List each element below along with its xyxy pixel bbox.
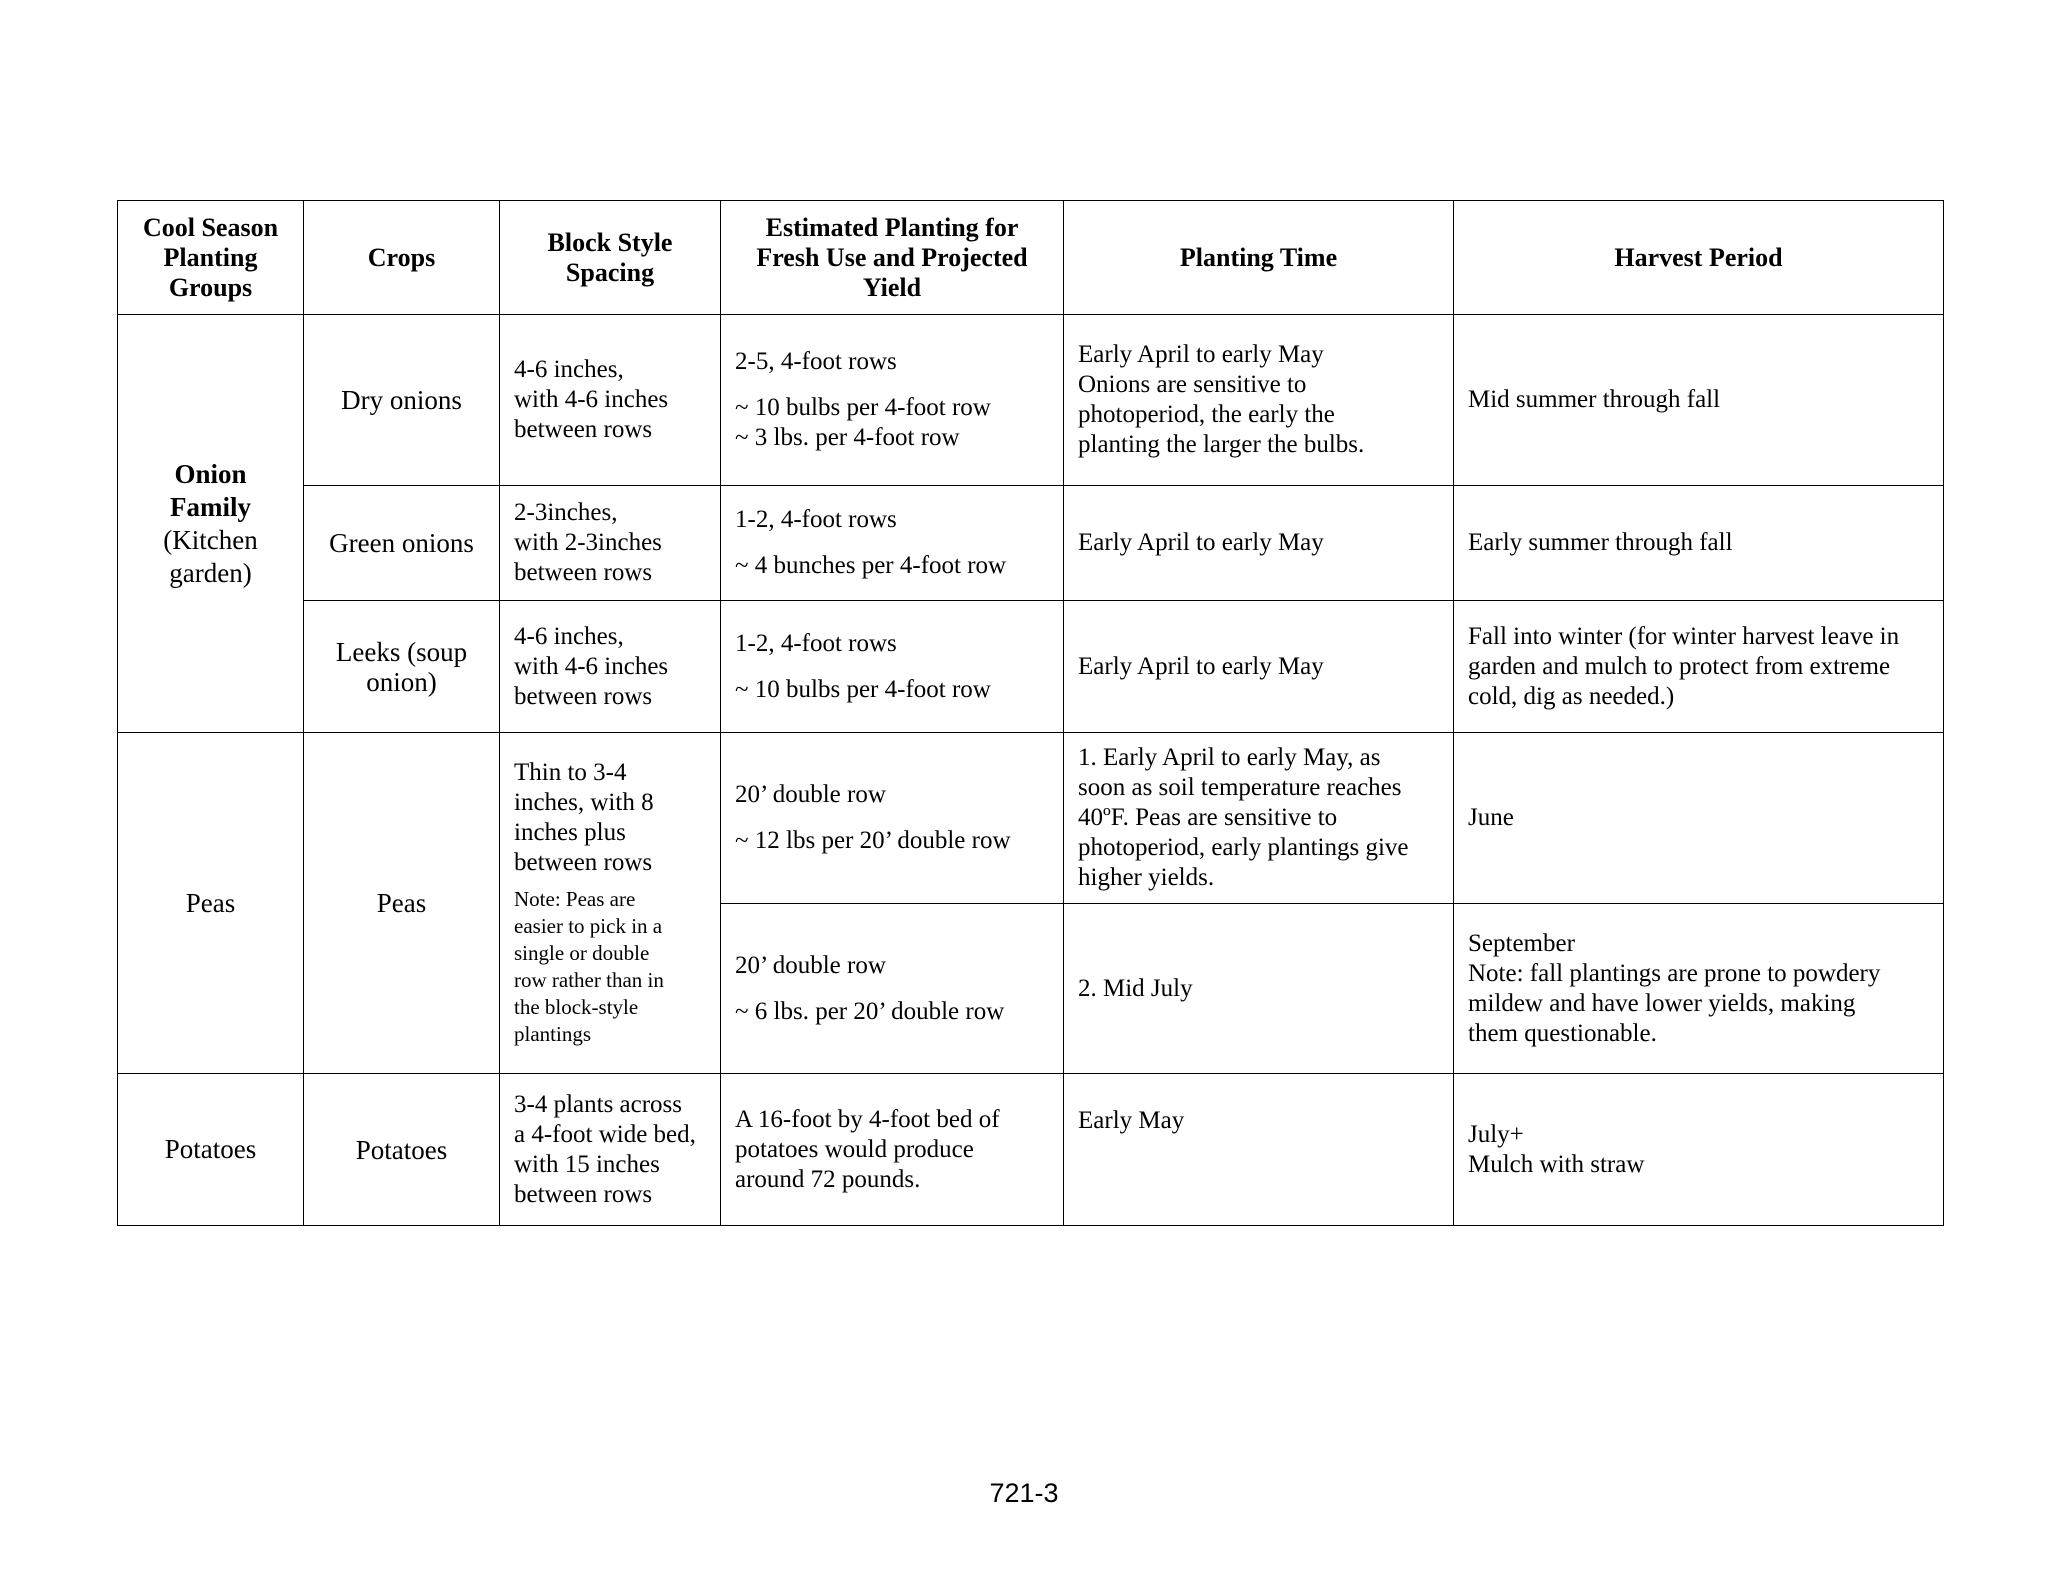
yield-cell: 2-5, 4-foot rows ~ 10 bulbs per 4-foot row ~ 3 lbs. per 4-foot row [721, 315, 1064, 486]
yield-cell: 20’ double row ~ 6 lbs. per 20’ double row [721, 904, 1064, 1074]
harvest-cell: Early summer through fall [1454, 486, 1944, 601]
table-row [118, 486, 1944, 601]
crop-cell: Dry onions [304, 315, 500, 486]
table-row [118, 733, 1944, 904]
planting-time-cell: Early May [1064, 1074, 1454, 1226]
planting-time-cell: Early April to early May [1064, 486, 1454, 601]
table-row [118, 1074, 1944, 1226]
yield-cell: 1-2, 4-foot rows ~ 4 bunches per 4-foot row [721, 486, 1064, 601]
planting-time-cell: 2. Mid July [1064, 904, 1454, 1074]
spacing-cell: 2-3inches, with 2-3inches between rows [500, 486, 721, 601]
spacing-cell: 3-4 plants across a 4-foot wide bed, with 15 inches between rows [500, 1074, 721, 1226]
harvest-cell: Mid summer through fall [1454, 315, 1944, 486]
spacing-note: Note: Peas are easier to pick in a single or double row rather than in the block-style plantings [514, 887, 664, 1046]
yield-cell: 20’ double row ~ 12 lbs per 20’ double row [721, 733, 1064, 904]
crop-cell: Leeks (soup onion) [304, 601, 500, 733]
harvest-cell: June [1454, 733, 1944, 904]
group-peas: Peas [118, 733, 304, 1074]
header-spacing: Block Style Spacing [500, 201, 721, 315]
header-harvest-period: Harvest Period [1454, 201, 1944, 315]
spacing-cell: 4-6 inches, with 4-6 inches between rows [500, 601, 721, 733]
header-row [118, 201, 1944, 315]
planting-time-cell: Early April to early May Onions are sensitive to photoperiod, the early the planting the larger the bulbs. [1064, 315, 1454, 486]
spacing-cell: 4-6 inches, with 4-6 inches between rows [500, 315, 721, 486]
group-potatoes: Potatoes [118, 1074, 304, 1226]
planting-time-cell: 1. Early April to early May, as soon as soil temperature reaches 40ºF. Peas are sensitive to photoperiod, early plantings give higher yields. [1064, 733, 1454, 904]
crop-cell: Potatoes [304, 1074, 500, 1226]
header-group: Cool Season Planting Groups [118, 201, 304, 315]
planting-table [117, 200, 1944, 1226]
crop-cell: Green onions [304, 486, 500, 601]
header-planting-time: Planting Time [1064, 201, 1454, 315]
table-row [118, 601, 1944, 733]
group-onion-family [118, 315, 304, 733]
table-row [118, 315, 1944, 486]
spacing-cell: Thin to 3-4 inches, with 8 inches plus between rows Note: Peas are easier to pick in a single or double row rather than in the block-style plantings [500, 733, 721, 1074]
crop-cell: Peas [304, 733, 500, 1074]
header-yield: Estimated Planting for Fresh Use and Projected Yield [721, 201, 1064, 315]
yield-cell: A 16-foot by 4-foot bed of potatoes would produce around 72 pounds. [721, 1074, 1064, 1226]
group-label: Onion Family [170, 458, 251, 522]
yield-cell: 1-2, 4-foot rows ~ 10 bulbs per 4-foot row [721, 601, 1064, 733]
harvest-cell: July+ Mulch with straw [1454, 1074, 1944, 1226]
group-sublabel: (Kitchen garden) [163, 524, 258, 588]
harvest-cell: Fall into winter (for winter harvest leave in garden and mulch to protect from extreme cold, dig as needed.) [1454, 601, 1944, 733]
page-number: 721-3 [989, 1478, 1059, 1508]
planting-time-cell: Early April to early May [1064, 601, 1454, 733]
header-crops: Crops [304, 201, 500, 315]
harvest-cell: September Note: fall plantings are prone to powdery mildew and have lower yields, making them questionable. [1454, 904, 1944, 1074]
